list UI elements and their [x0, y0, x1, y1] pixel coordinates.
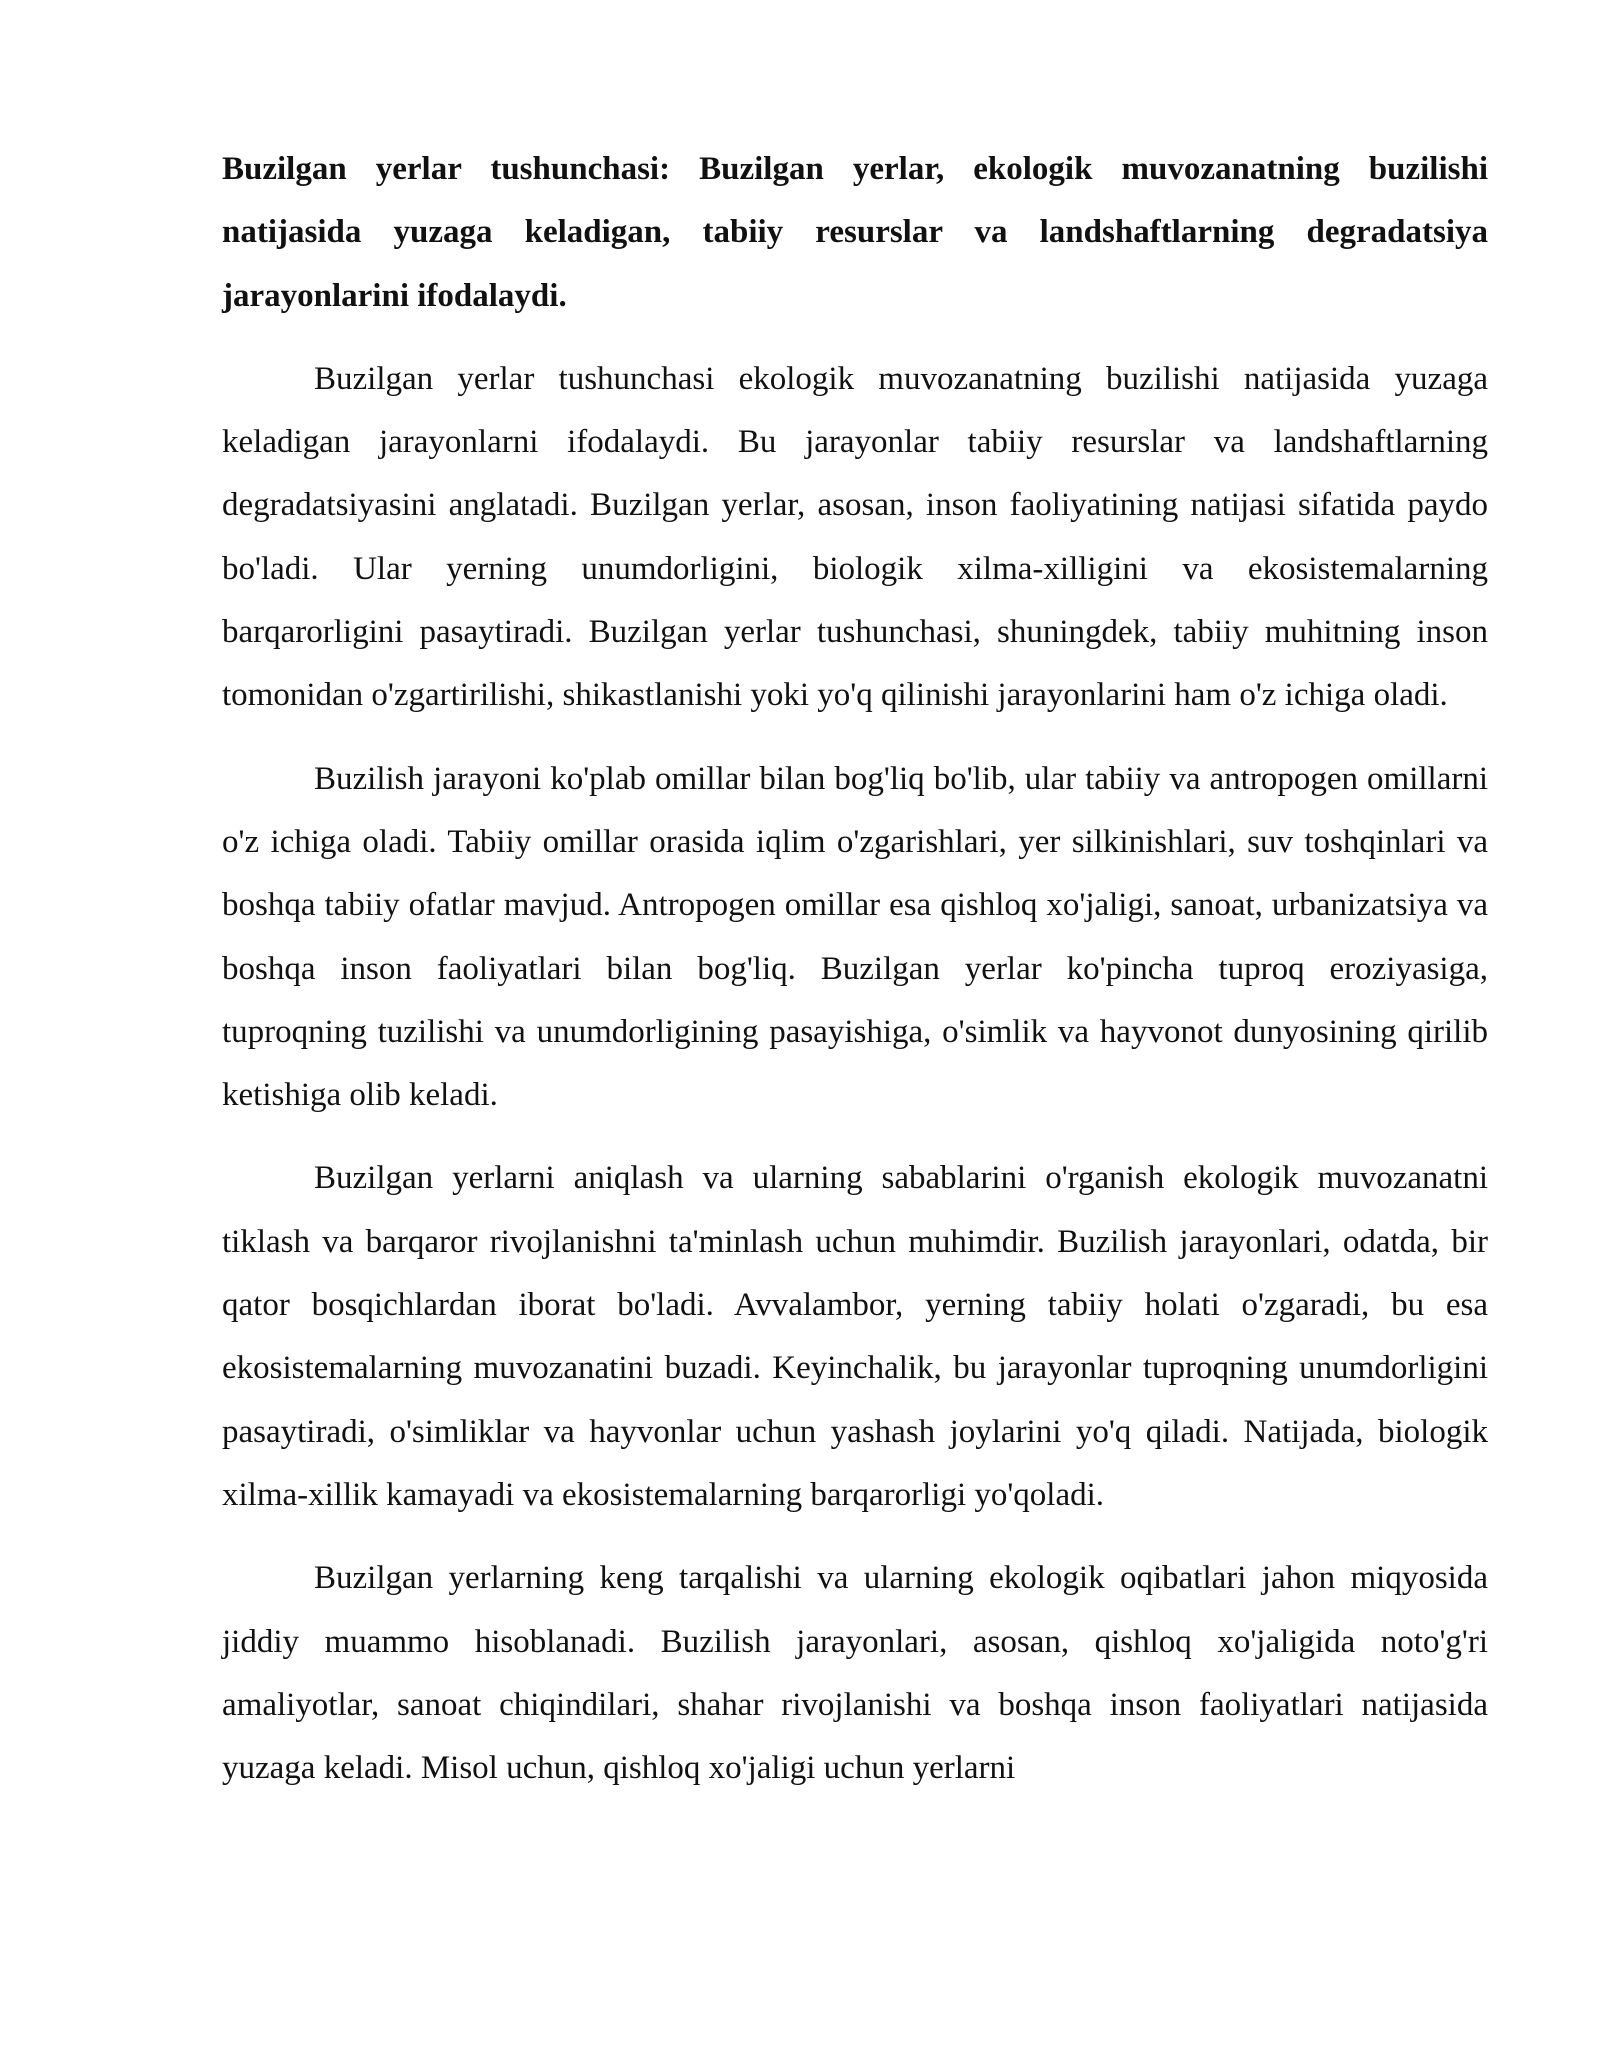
paragraph-2: Buzilish jarayoni ko'plab omillar bilan bog'liq bo'lib, ular tabiiy va antropogen omillarni o'z ichiga oladi. Tabiiy omillar orasida iqlim o'zgarishlari, yer silkinishlari, suv toshqinlari va boshqa tabiiy ofatlar mavjud. Antropogen omillar esa qishloq xo'jaligi, sanoat, urbanizatsiya va boshqa inson faoliyatlari bilan bog'liq. Buzilgan yerlar ko'pincha tuproq eroziyasiga, tuproqning tuzilishi va unumdorligining pasayishiga, o'simlik va hayvonot dunyosining qirilib ketishiga olib keladi.	[222, 760, 1488, 1114]
paragraph-1: Buzilgan yerlar tushunchasi ekologik muvozanatning buzilishi natijasida yuzaga keladigan jarayonlarni ifodalaydi. Bu jarayonlar tabiiy resurslar va landshaftlarning degradatsiyasini anglatadi. Buzilgan yerlar, asosan, inson faoliyatining natijasi sifatida paydo bo'ladi. Ular yerning unumdorligini, biologik xilma-xilligini va ekosistemalarning barqarorligini pasaytiradi. Buzilgan yerlar tushunchasi, shuningdek, tabiiy muhitning inson tomonidan o'zgartirilishi, shikastlanishi yoki yo'q qilinishi jarayonlarini ham o'z ichiga oladi.	[222, 360, 1488, 714]
paragraph-4: Buzilgan yerlarning keng tarqalishi va ularning ekologik oqibatlari jahon miqyosida jiddiy muammo hisoblanadi. Buzilish jarayonlari, asosan, qishloq xo'jaligida noto'g'ri amaliyotlar, sanoat chiqindilari, shahar rivojlanishi va boshqa inson faoliyatlari natijasida yuzaga keladi. Misol uchun, qishloq xo'jaligi uchun yerlarni	[222, 1560, 1488, 1787]
paragraph-3: Buzilgan yerlarni aniqlash va ularning sabablarini o'rganish ekologik muvozanatni tiklash va barqaror rivojlanishni ta'minlash uchun muhimdir. Buzilish jarayonlari, odatda, bir qator bosqichlardan iborat bo'ladi. Avvalambor, yerning tabiiy holati o'zgaradi, bu esa ekosistemalarning muvozanatini buzadi. Keyinchalik, bu jarayonlar tuproqning unumdorligini pasaytiradi, o'simliklar va hayvonlar uchun yashash joylarini yo'q qiladi. Natijada, biologik xilma-xillik kamayadi va ekosistemalarning barqarorligi yo'qoladi.	[222, 1160, 1488, 1513]
document-page	[222, 138, 1488, 1820]
section-heading: Buzilgan yerlar tushunchasi: Buzilgan yerlar, ekologik muvozanatning buzilishi natijasida yuzaga keladigan, tabiiy resurslar va landshaftlarning degradatsiya jarayonlarini ifodalaydi.	[222, 151, 1488, 314]
